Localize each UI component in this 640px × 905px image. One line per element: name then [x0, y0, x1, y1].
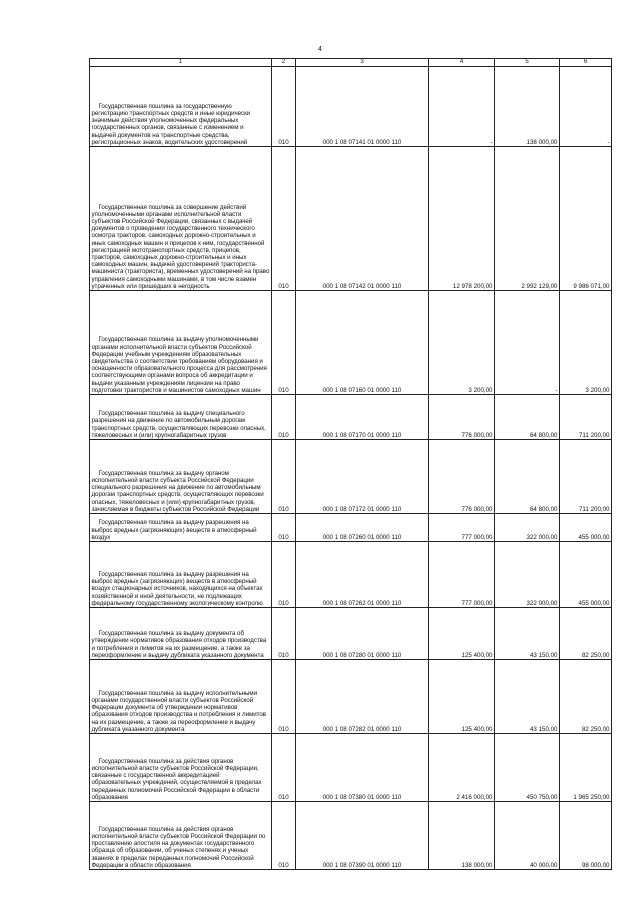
- row-budget-code: 000 1 08 07142 01 0000 110: [296, 147, 429, 291]
- table-header-row: [90, 59, 612, 67]
- row-value-col5: 322 000,00: [495, 542, 560, 608]
- row-value-col4: 776 000,00: [429, 440, 495, 514]
- row-value-col4: 777 000,00: [429, 542, 495, 608]
- row-value-col6: 82 250,00: [560, 608, 612, 660]
- row-admin-code: 010: [272, 147, 296, 291]
- row-value-col5: 322 000,00: [495, 514, 560, 542]
- row-admin-code: 010: [272, 542, 296, 608]
- row-name: Государственная пошлина за действия органов исполнительной власти субъектов Российской Федерации, связанные с государственной аккредитацией образовательных учреждений, осуществляемой в пределах переданных полномочий Российской Федерации в области образования: [90, 734, 272, 802]
- row-name: Государственная пошлина за выдачу разрешения на выброс вредных (загрязняющих) веществ в атмосферный воздух стационарных источников, находящихся на объектах хозяйственной и иной деятельности, не подлежащих федеральному государственному экологическому контролю: [90, 542, 272, 608]
- table-row: [90, 514, 612, 542]
- row-value-col4: 138 000,00: [429, 802, 495, 870]
- column-header: 6: [560, 59, 612, 67]
- column-header: 3: [296, 59, 429, 67]
- row-admin-code: 010: [272, 734, 296, 802]
- row-value-col4: 12 978 200,00: [429, 147, 495, 291]
- row-admin-code: 010: [272, 440, 296, 514]
- row-value-col5: 450 750,00: [495, 734, 560, 802]
- table-row: [90, 542, 612, 608]
- row-value-col6: 711 200,00: [560, 440, 612, 514]
- row-admin-code: 010: [272, 514, 296, 542]
- table-row: [90, 395, 612, 440]
- row-name: Государственная пошлина за государственную регистрацию транспортных средств и иные юридически значимые действия уполномоченных федеральных государственных органов, связанные с изменением и выдачей документов на транспортные средства, регистрационных знаков, водительских удостоверений: [90, 67, 272, 147]
- row-budget-code: 000 1 08 07160 01 0000 110: [296, 291, 429, 395]
- row-value-col6: -: [560, 67, 612, 147]
- table-row: [90, 147, 612, 291]
- row-name: Государственная пошлина за действия органов исполнительной власти субъектов Российской Федерации по проставлению апостиля на документах государственного образца об образовании, об ученых степенях и ученых званиях в пределах переданных полномочий Российской Федерации в области образования: [90, 802, 272, 870]
- row-value-col4: 2 416 000,00: [429, 734, 495, 802]
- row-value-col6: 455 000,00: [560, 542, 612, 608]
- column-header: 2: [272, 59, 296, 67]
- row-budget-code: 000 1 08 07262 01 0000 110: [296, 542, 429, 608]
- column-header: 1: [90, 59, 272, 67]
- row-value-col6: 711 200,00: [560, 395, 612, 440]
- row-value-col4: -: [429, 67, 495, 147]
- row-value-col4: 777 000,00: [429, 514, 495, 542]
- table-row: [90, 291, 612, 395]
- row-value-col6: 82 250,00: [560, 660, 612, 734]
- page-number: 4: [318, 46, 322, 53]
- row-budget-code: 000 1 08 07260 01 0000 110: [296, 514, 429, 542]
- row-value-col5: 43 150,00: [495, 660, 560, 734]
- table-row: [90, 734, 612, 802]
- row-name: Государственная пошлина за выдачу документа об утверждении нормативов образования отходов производства и потребления и лимитов на их размещение, а также за переоформление и выдачу дубликата указанного документа: [90, 608, 272, 660]
- row-budget-code: 000 1 08 07280 01 0000 110: [296, 608, 429, 660]
- row-budget-code: 000 1 08 07282 01 0000 110: [296, 660, 429, 734]
- row-name: Государственная пошлина за выдачу уполномоченными органами исполнительной власти субъектов Российской Федерации учебным учреждениям образовательных свидетельства о соответствии требованиям оборудования и оснащенности образовательного процесса для рассмотрения соответствующими органами вопроса об аккредитации и выдачи указанным учреждениям лицензии на право подготовки трактористов и машинистов самоходных машин: [90, 291, 272, 395]
- table-row: [90, 608, 612, 660]
- row-value-col6: 98 000,00: [560, 802, 612, 870]
- row-value-col6: 455 000,00: [560, 514, 612, 542]
- row-admin-code: 010: [272, 802, 296, 870]
- column-header: 5: [495, 59, 560, 67]
- row-name: Государственная пошлина за выдачу специального разрешения на движение по автомобильным дорогам транспортных средств, осуществляющих перевозки опасных, тяжеловесных и (или) крупногабаритных грузов: [90, 395, 272, 440]
- row-name: Государственная пошлина за выдачу разрешения на выброс вредных (загрязняющих) веществ в атмосферный воздух: [90, 514, 272, 542]
- row-value-col5: 64 800,00: [495, 440, 560, 514]
- table-row: [90, 440, 612, 514]
- row-budget-code: 000 1 08 07380 01 0000 110: [296, 734, 429, 802]
- row-budget-code: 000 1 08 07390 01 0000 110: [296, 802, 429, 870]
- row-value-col5: 64 800,00: [495, 395, 560, 440]
- row-value-col4: 3 200,00: [429, 291, 495, 395]
- row-admin-code: 010: [272, 291, 296, 395]
- row-value-col6: 1 965 250,00: [560, 734, 612, 802]
- row-value-col5: 43 150,00: [495, 608, 560, 660]
- row-admin-code: 010: [272, 395, 296, 440]
- row-value-col5: 40 000,00: [495, 802, 560, 870]
- row-budget-code: 000 1 08 07141 01 0000 110: [296, 67, 429, 147]
- row-admin-code: 010: [272, 660, 296, 734]
- column-header: 4: [429, 59, 495, 67]
- row-value-col4: 776 000,00: [429, 395, 495, 440]
- row-value-col5: 138 000,00: [495, 67, 560, 147]
- row-admin-code: 010: [272, 608, 296, 660]
- table-row: [90, 67, 612, 147]
- row-value-col5: -: [495, 291, 560, 395]
- row-name: Государственная пошлина за совершение действий уполномоченными органами исполнительной власти субъектов Российской Федерации, связанных с выдачей документов о проведении государственного технического осмотра тракторов, самоходных дорожно-строительных и иных самоходных машин и прицепов к ним, государственной регистрацией мототранспортных средств, прицепов, тракторов, самоходных дорожно-строительных и иных самоходных машин, выдачей удостоверений тракториста-машиниста (тракториста), временных удостоверений на право управления самоходными машинами, в том числе взамен утраченных или пришедших в негодность: [90, 147, 272, 291]
- table-row: [90, 802, 612, 870]
- row-name: Государственная пошлина за выдачу исполнительными органами государственной власти субъектов Российской Федерации документа об утверждении нормативов образования отходов производства и потребления и лимитов на их размещение, а также за переоформление и выдачу дубликата указанного документа: [90, 660, 272, 734]
- row-value-col6: 3 200,00: [560, 291, 612, 395]
- row-name: Государственная пошлина за выдачу органом исполнительной власти субъекта Российской Федерации специального разрешения на движение по автомобильным дорогам транспортных средств, осуществляющих перевозки опасных, тяжеловесных и (или) крупногабаритных грузов, зачисляемая в бюджеты субъектов Российской Федерации: [90, 440, 272, 514]
- row-value-col5: 2 992 129,00: [495, 147, 560, 291]
- revenue-table: [89, 58, 612, 870]
- row-value-col4: 125 400,00: [429, 608, 495, 660]
- table-row: [90, 660, 612, 734]
- row-admin-code: 010: [272, 67, 296, 147]
- row-budget-code: 000 1 08 07172 01 0000 110: [296, 440, 429, 514]
- row-value-col6: 9 986 071,00: [560, 147, 612, 291]
- row-budget-code: 000 1 08 07170 01 0000 110: [296, 395, 429, 440]
- row-value-col4: 125 400,00: [429, 660, 495, 734]
